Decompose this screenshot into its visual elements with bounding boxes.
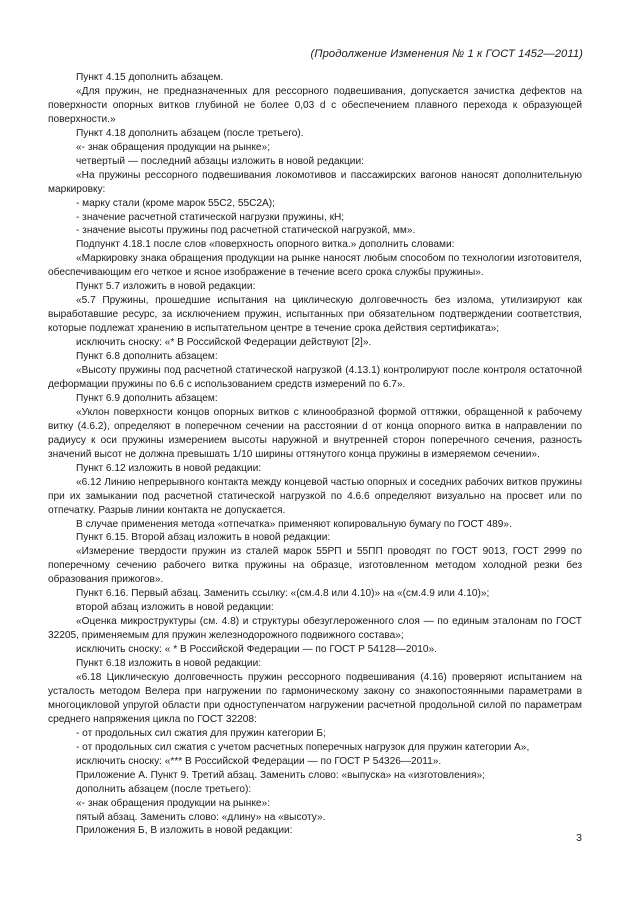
paragraph: Пункт 4.18 дополнить абзацем (после третьего).	[76, 127, 304, 139]
paragraph: Пункт 5.7 изложить в новой редакции:	[76, 281, 256, 293]
paragraph: «Измерение твердости пружин из сталей марок 55РП и 55ПП проводят по ГОСТ 9013, ГОСТ 2999 по поперечному сечению рабочего витка пружины на образце, изготовленном методом холодной резки без образования прижогов».	[48, 546, 582, 586]
paragraph: исключить сноску: «*** В Российской Федерации — по ГОСТ Р 54326—2011».	[76, 755, 442, 767]
paragraph: Пункт 6.16. Первый абзац. Заменить ссылку: «(см.4.8 или 4.10)» на «(см.4.9 или 4.10)»;	[76, 588, 490, 600]
paragraph: «- знак обращения продукции на рынке»;	[76, 141, 271, 153]
paragraph: - значение высоты пружины под расчетной статической нагрузкой, мм».	[76, 225, 416, 237]
paragraph: Пункт 6.9 дополнить абзацем:	[76, 392, 218, 404]
page-number: 3	[576, 832, 582, 844]
paragraph: второй абзац изложить в новой редакции:	[76, 602, 274, 614]
paragraph: - значение расчетной статической нагрузки пружины, кН;	[76, 211, 345, 223]
paragraph: исключить сноску: «* В Российской Федерации действуют [2]».	[76, 337, 372, 349]
paragraph: - от продольных сил сжатия с учетом расчетных поперечных нагрузок для пружин категории А»,	[76, 741, 530, 753]
paragraph: четвертый — последний абзацы изложить в новой редакции:	[76, 155, 364, 167]
paragraph: «Для пружин, не предназначенных для рессорного подвешивания, допускается зачистка дефектов на поверхности опорных витков глубиной не более 0,03 d с обеспечением плавного перехода к образующей поверхности.»	[48, 85, 582, 125]
paragraph: «5.7 Пружины, прошедшие испытания на циклическую долговечность без излома, утилизируют как выработавшие ресурс, за исключением пружин, испытанных при обязательном подтверждении соответствия, которые подлежат хранению в испытательном центре в течение срока действия сертификата»;	[48, 295, 582, 335]
page-header: (Продолжение Изменения № 1 к ГОСТ 1452—2011)	[310, 48, 583, 60]
paragraph: дополнить абзацем (после третьего):	[76, 783, 252, 795]
paragraph: - от продольных сил сжатия для пружин категории Б;	[76, 727, 326, 739]
paragraph: «6.12 Линию непрерывного контакта между концевой частью опорных и соседних рабочих витков пружины при их замыкании под расчетной статической нагрузкой по 4.6.6 определяют визуально на просвет или по отпечатку. Разрыв линии контакта не допускается.	[48, 476, 582, 516]
paragraph: пятый абзац. Заменить слово: «длину» на «высоту».	[76, 811, 326, 823]
document-body	[48, 71, 582, 838]
paragraph: Подпункт 4.18.1 после слов «поверхность опорного витка.» дополнить словами:	[76, 239, 455, 251]
paragraph: «6.18 Циклическую долговечность пружин рессорного подвешивания (4.16) проверяют испытанием на усталость методом Велера при нагружении по гармоническому закону со знакопостоянными параметрами в многоцикловой упругой области при одноступенчатом нагружении расчетной продольной силой по параметрам среднего напряжения цикла по ГОСТ 32208:	[48, 671, 582, 725]
paragraph: исключить сноску: « * В Российской Федерации — по ГОСТ Р 54128—2010».	[76, 644, 437, 656]
paragraph: Приложения Б, В изложить в новой редакции:	[76, 825, 293, 837]
paragraph: «Высоту пружины под расчетной статической нагрузкой (4.13.1) контролируют после контроля остаточной деформации пружины по 6.6 с использованием средств измерений по 6.7».	[48, 365, 582, 390]
paragraph: Пункт 6.8 дополнить абзацем:	[76, 351, 218, 363]
paragraph: «Уклон поверхности концов опорных витков с клинообразной формой оттяжки, обращенной к рабочему витку (4.6.2), определяют в поперечном сечении на расстоянии d от конца опорного витка в направлении по радиусу к оси пружины измерением высоты наружной и внутренней сторон поперечного сечения, разность значений высот не должна превышать 1/10 ширины оттянутого конца пружины в измеряемом сечении».	[48, 406, 582, 460]
paragraph: «Оценка микроструктуры (см. 4.8) и структуры обезуглероженного слоя — по единым эталонам по ГОСТ 32205, применяемым для пружин железнодорожного подвижного состава»;	[48, 616, 582, 642]
paragraph: Пункт 6.15. Второй абзац изложить в новой редакции:	[76, 532, 331, 544]
paragraph: Пункт 6.18 изложить в новой редакции:	[76, 658, 262, 670]
paragraph: «- знак обращения продукции на рынке»:	[76, 797, 271, 809]
paragraph: В случае применения метода «отпечатка» применяют копировальную бумагу по ГОСТ 489».	[76, 518, 512, 530]
paragraph: «Маркировку знака обращения продукции на рынке наносят любым способом по технологии изготовителя, обеспечивающим его четкое и ясное изображение в течение всего срока службы пружины».	[48, 253, 582, 279]
paragraph: Приложение А. Пункт 9. Третий абзац. Заменить слово: «выпуска» на «изготовления»;	[76, 769, 485, 781]
paragraph: - марку стали (кроме марок 55С2, 55С2А);	[76, 197, 275, 209]
paragraph: Пункт 4.15 дополнить абзацем.	[76, 72, 224, 83]
paragraph: Пункт 6.12 изложить в новой редакции:	[76, 462, 262, 474]
paragraph: «На пружины рессорного подвешивания локомотивов и пассажирских вагонов наносят дополнительную маркировку:	[48, 169, 582, 195]
